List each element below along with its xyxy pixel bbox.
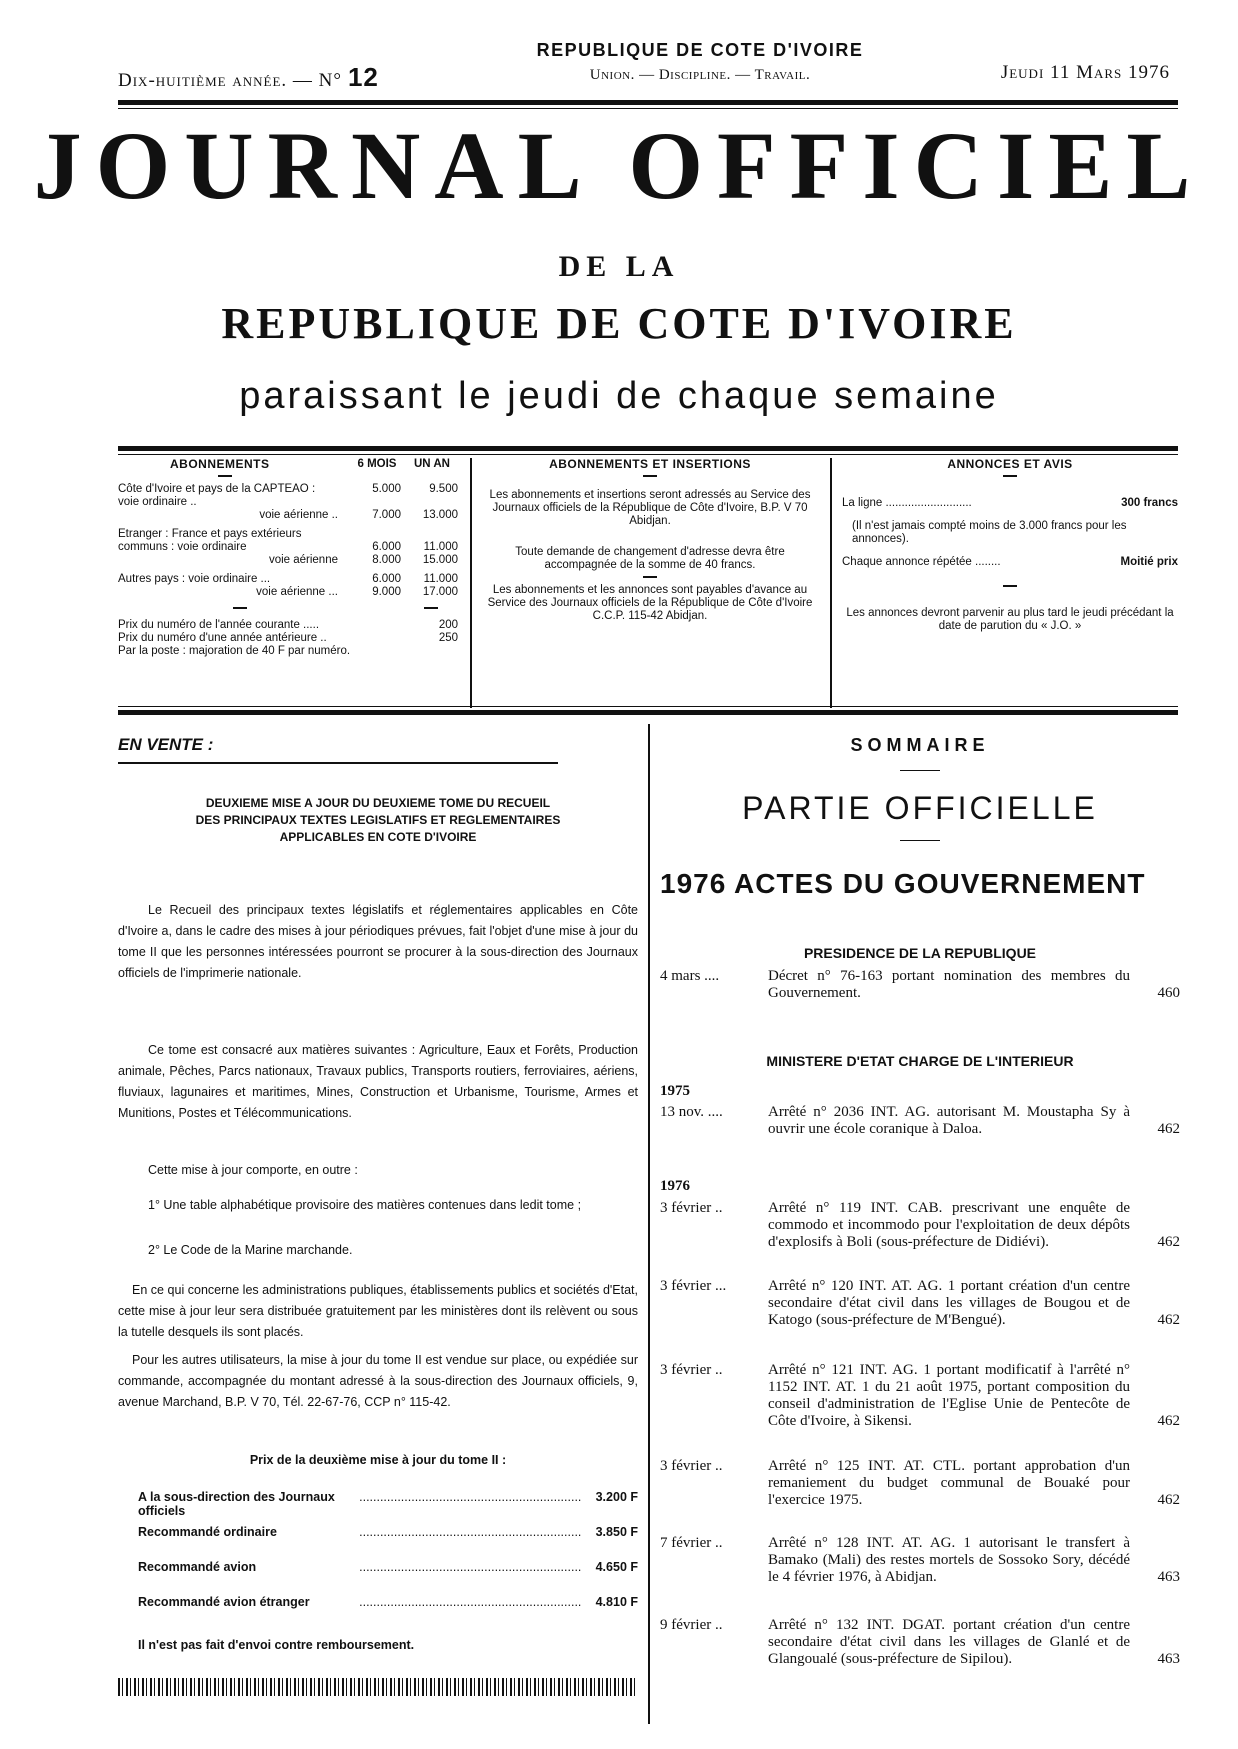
box-top-rule [118, 446, 1178, 451]
subs-val: 5.000 [372, 483, 401, 495]
entry-date: 13 nov. .... [660, 1104, 723, 1120]
masthead-de-la: DE LA [558, 250, 680, 283]
subs-val: 11.000 [423, 573, 458, 585]
left-paragraph: Le Recueil des principaux textes législatifs et réglementaires applicables en Côte d'Ivoire a, dans le cadre des mises à jour périodiques prévues, fait l'objet d'une mise à jour du tome II que les personnes intéressées pourront se procurer à la sous-direction des Journaux officiels de l'imprimerie nationale. [118, 903, 638, 980]
subs-row-label: Autres pays : voie ordinaire ... [118, 573, 271, 585]
entry-date: 9 février .. [660, 1617, 723, 1633]
entry-page: 462 [1157, 1492, 1180, 1508]
annonces-repeat-value: Moitié prix [1120, 556, 1178, 568]
entry-date: 7 février .. [660, 1535, 723, 1551]
presidence-heading: PRESIDENCE DE LA REPUBLIQUE [803, 945, 1037, 961]
entry-text: Arrêté n° 120 INT. AT. AG. 1 portant création d'un centre secondaire d'état civil dans les villages de Bougou et de Katogo (sous-préfecture de M'Bengué). [768, 1278, 1130, 1328]
column-divider [648, 724, 650, 1724]
subs-row-label: voie aérienne [268, 554, 338, 566]
left-paragraph: Pour les autres utilisateurs, la mise à jour du tome II est vendue sur place, ou expédiée sur commande, accompagnée du montant adressé à la sous-direction des Journaux officiels, 9, avenue Marchand, B.P. V 70, Tél. 22-67-76, CCP n° 115-42. [118, 1353, 638, 1409]
entry-text: Arrêté n° 121 INT. AG. 1 portant modificatif à l'arrêté n° 1152 INT. AT. 1 du 21 août 1975, portant composition du conseil d'administration de l'Eglise Unie de Pentecôte de Côte d'Ivoire, à Sikensi. [768, 1362, 1130, 1429]
sommaire-entry [660, 1458, 1180, 1509]
dash [1003, 475, 1017, 477]
entry-date: 3 février .. [660, 1362, 723, 1378]
masthead-republic: REPUBLIQUE DE COTE D'IVOIRE [221, 299, 1017, 348]
price-row: A la sous-direction des Journaux officiels ................................................................ 3.200 F [118, 1490, 638, 1518]
left-paragraph: En ce qui concerne les administrations publiques, établissements publics et sociétés d'Etat, cette mise à jour leur sera distribuée gratuitement par les ministères dont ils relèvent ou sous la tutelle desquels ils sont placés. [118, 1283, 638, 1339]
box-bottom-rule-thin [118, 706, 1178, 707]
en-vente: EN VENTE : [118, 735, 214, 754]
ministere-heading: MINISTERE D'ETAT CHARGE DE L'INTERIEUR [766, 1053, 1074, 1069]
box-top-rule-thin [118, 454, 1178, 455]
year-label: 1976 [660, 1178, 690, 1194]
issue-number: 12 [347, 62, 379, 92]
partie-officielle: PARTIE OFFICIELLE [742, 790, 1098, 826]
dash [643, 475, 657, 477]
col-an: UN AN [414, 458, 450, 470]
price-post: Par la poste : majoration de 40 F par numéro. [118, 645, 351, 657]
entry-page: 463 [1157, 1651, 1180, 1667]
subs-row-label: voie aérienne ... [256, 586, 338, 598]
price-label: Recommandé ordinaire [138, 1525, 277, 1539]
entry-page: 462 [1157, 1234, 1180, 1250]
price-current-value: 200 [438, 619, 458, 631]
entry-page: 462 [1157, 1121, 1180, 1137]
price-label: A la sous-direction des Journaux officiels [138, 1490, 335, 1518]
annonces-deadline: Les annonces devront parvenir au plus tard le jeudi précédant la date de parution du « J.O. » [846, 607, 1174, 632]
entry-text: Décret n° 76-163 portant nomination des membres du Gouvernement. [768, 968, 1130, 1001]
annonces-repeat-label: Chaque annonce répétée ........ [842, 556, 1001, 568]
subs-val: 9.500 [429, 483, 458, 495]
price-heading: Prix de la deuxième mise à jour du tome II : [249, 1453, 507, 1467]
sommaire-entry [660, 1617, 1180, 1668]
masthead-title: JOURNAL OFFICIEL [33, 112, 1205, 219]
subs-heading: ABONNEMENTS [170, 457, 270, 471]
price-row: Recommandé ordinaire ................................................................ 3.850 F [118, 1525, 638, 1539]
annonces-heading: ANNONCES ET AVIS [947, 457, 1073, 471]
barcode-strip [118, 1678, 638, 1696]
entry-text: Arrêté n° 125 INT. AT. CTL. portant approbation d'un remaniement du budget communal de Bouaké pour l'exercice 1975. [768, 1458, 1130, 1508]
issue-label: Dix-huitième année. — N° [118, 70, 342, 91]
price-previous-value: 250 [438, 632, 458, 644]
entry-date: 4 mars .... [660, 968, 720, 984]
left-title-line: DES PRINCIPAUX TEXTES LEGISLATIFS ET REGLEMENTAIRES [195, 813, 561, 827]
price-value: 3.200 F [595, 1490, 638, 1504]
insertions-heading: ABONNEMENTS ET INSERTIONS [549, 457, 751, 471]
subs-val: 17.000 [422, 586, 458, 598]
header-motto: Union. — Discipline. — Travail. [589, 67, 811, 83]
dash [900, 840, 940, 841]
insertions-p2: Toute demande de changement d'adresse devra être accompagnée de la somme de 40 francs. [515, 546, 785, 571]
price-value: 3.850 F [595, 1525, 638, 1539]
price-label: Recommandé avion étranger [138, 1595, 310, 1609]
annonces-box [842, 458, 1178, 633]
actes-heading: 1976 ACTES DU GOUVERNEMENT [660, 868, 1146, 899]
year-label: 1975 [660, 1083, 690, 1099]
sommaire-entry [660, 1362, 1180, 1430]
masthead-subtitle: paraissant le jeudi de chaque semaine [239, 375, 999, 417]
annonces-line-value: 300 francs [1121, 497, 1178, 509]
sommaire-entry [660, 1535, 1180, 1586]
entry-text: Arrêté n° 2036 INT. AG. autorisant M. Moustapha Sy à ouvrir une école coranique à Daloa. [768, 1104, 1130, 1137]
header-rule [118, 100, 1178, 105]
entry-page: 463 [1157, 1569, 1180, 1585]
dash [218, 475, 232, 477]
insertions-box [480, 458, 820, 623]
issue-info [118, 62, 379, 93]
left-title-line: DEUXIEME MISE A JOUR DU DEUXIEME TOME DU RECUEIL [205, 796, 551, 810]
dash [900, 770, 940, 771]
subs-row-label: voie aérienne .. [259, 509, 338, 521]
sommaire-entry [660, 968, 1180, 1002]
left-paragraph: 2° Le Code de la Marine marchande. [148, 1243, 353, 1257]
entry-page: 460 [1157, 985, 1180, 1001]
price-previous-label: Prix du numéro d'une année antérieure .. [118, 632, 327, 644]
col-6mois: 6 MOIS [357, 458, 397, 470]
left-title-line: APPLICABLES EN COTE D'IVOIRE [279, 830, 477, 844]
annonces-note: (Il n'est jamais compté moins de 3.000 francs pour les annonces). [852, 520, 1127, 545]
header-rule-thin [118, 108, 1178, 109]
insertions-p3: Les abonnements et les annonces sont payables d'avance au Service des Journaux officiels de la République de Côte d'Ivoire C.C.P. 115-42 Abidjan. [487, 584, 813, 622]
price-value: 4.810 F [595, 1595, 638, 1609]
subs-val: 11.000 [423, 541, 458, 553]
left-paragraph: Cette mise à jour comporte, en outre : [148, 1163, 358, 1177]
sommaire-entry [660, 1104, 1180, 1138]
en-vente-rule [118, 762, 558, 764]
left-paragraph: Ce tome est consacré aux matières suivantes : Agriculture, Eaux et Forêts, Production animale, Pêches, Parcs nationaux, Travaux publics, Transports routiers, ferroviaires, aériens, fluviaux, lagunaires et maritimes, Mines, Construction et Urbanisme, Tourisme, Armes et Munitions, Postes et Télécommunications. [118, 1043, 638, 1120]
insertions-p1: Les abonnements et insertions seront adressés au Service des Journaux officiels de la République de Côte d'Ivoire, B.P. V 70 Abidjan. [489, 489, 811, 527]
entry-page: 462 [1157, 1413, 1180, 1429]
entry-page: 462 [1157, 1312, 1180, 1328]
subs-val: 6.000 [372, 573, 401, 585]
subs-val: 7.000 [372, 509, 401, 521]
price-label: Recommandé avion [138, 1560, 257, 1574]
entry-date: 3 février .. [660, 1200, 723, 1216]
subs-val: 8.000 [372, 554, 401, 566]
left-title [118, 795, 638, 846]
box-divider [830, 458, 832, 708]
entry-text: Arrêté n° 119 INT. CAB. prescrivant une enquête de commodo et incommodo pour l'exploitation de deux dépôts d'explosifs à Boli (sous-préfecture de Didiévi). [768, 1200, 1130, 1250]
entry-date: 3 février ... [660, 1278, 727, 1294]
box-divider [470, 458, 472, 708]
subs-row-label: Etranger : France et pays extérieurs communs : voie ordinaire [118, 528, 302, 553]
left-footer: Il n'est pas fait d'envoi contre remboursement. [138, 1638, 415, 1652]
sommaire-entry [660, 1200, 1180, 1251]
price-row: Recommandé avion ................................................................ 4.650 F [118, 1560, 638, 1574]
entry-date: 3 février .. [660, 1458, 723, 1474]
subs-val: 9.000 [372, 586, 401, 598]
dash [643, 576, 657, 578]
left-paragraph: 1° Une table alphabétique provisoire des matières contenues dans ledit tome ; [148, 1198, 582, 1212]
entry-text: Arrêté n° 132 INT. DGAT. portant création d'un centre secondaire d'état civil dans les villages de Glanlé et de Glangoualé (sous-préfecture de Sipilou). [768, 1617, 1130, 1667]
header-republic: REPUBLIQUE DE COTE D'IVOIRE [536, 40, 864, 60]
box-bottom-rule [118, 710, 1178, 715]
subs-val: 15.000 [422, 554, 458, 566]
sommaire-entry [660, 1278, 1180, 1329]
subs-row-label: Côte d'Ivoire et pays de la CAPTEAO : voie ordinaire .. [118, 483, 316, 508]
dash [1003, 585, 1017, 587]
issue-date: Jeudi 11 Mars 1976 [1000, 62, 1170, 83]
price-row: Recommandé avion étranger ................................................................ 4.810 F [118, 1595, 638, 1609]
price-value: 4.650 F [595, 1560, 638, 1574]
price-current-label: Prix du numéro de l'année courante ..... [118, 619, 320, 631]
entry-text: Arrêté n° 128 INT. AT. AG. 1 autorisant le transfert à Bamako (Mali) des restes mortels de Sossoko Sory, décédé le 4 février 1976, à Abidjan. [768, 1535, 1130, 1585]
subs-val: 6.000 [372, 541, 401, 553]
subs-val: 13.000 [422, 509, 458, 521]
sommaire-heading: SOMMAIRE [850, 735, 990, 755]
annonces-line-label: La ligne ........................... [842, 497, 972, 509]
subscriptions-box [118, 458, 458, 658]
header-center [480, 40, 920, 84]
